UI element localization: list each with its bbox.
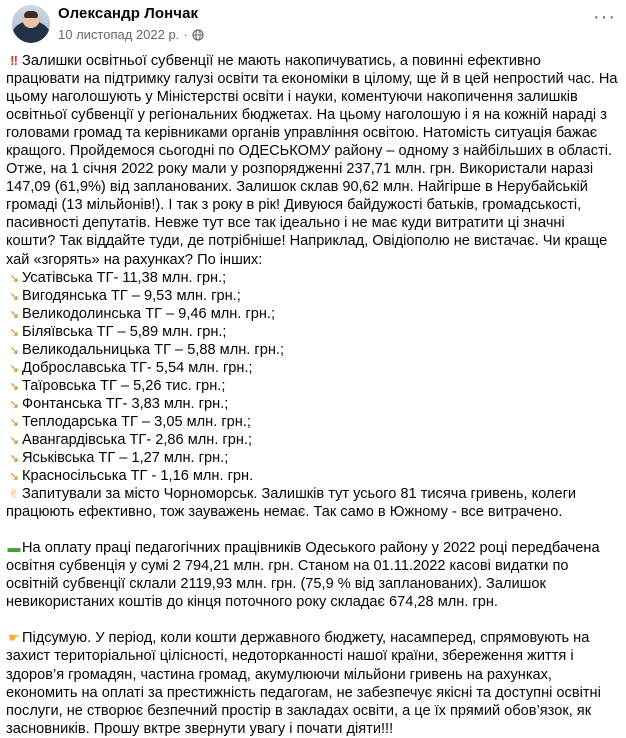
globe-icon[interactable] bbox=[192, 29, 204, 41]
chart-decreasing-icon: ↘ bbox=[8, 378, 20, 393]
chart-decreasing-icon: ↘ bbox=[8, 270, 20, 285]
community-item bbox=[6, 359, 618, 377]
post-date[interactable]: 10 листопад 2022 р. bbox=[58, 27, 180, 42]
community-item bbox=[6, 413, 618, 431]
community-text: Таїровська ТГ – 5,26 тис. грн.; bbox=[22, 377, 226, 394]
pointing-hand-icon: ☛ bbox=[8, 630, 20, 646]
community-list bbox=[6, 269, 618, 486]
salary-paragraph bbox=[6, 539, 618, 611]
community-text: Вигодянська ТГ – 9,53 млн. грн.; bbox=[22, 287, 241, 304]
chart-decreasing-icon: ↘ bbox=[8, 432, 20, 447]
chornomorsk-paragraph bbox=[6, 485, 618, 521]
chart-decreasing-icon: ↘ bbox=[8, 469, 20, 484]
community-text: Доброславська ТГ- 5,54 млн. грн.; bbox=[22, 359, 253, 376]
community-text: Усатівська ТГ- 11,38 млн. грн.; bbox=[22, 269, 227, 286]
community-item bbox=[6, 269, 618, 287]
community-item bbox=[6, 395, 618, 413]
post-header bbox=[5, 0, 626, 50]
chart-decreasing-icon: ↘ bbox=[8, 360, 20, 375]
community-text: Авангардівська ТГ- 2,86 млн. грн.; bbox=[22, 431, 253, 448]
community-item bbox=[6, 323, 618, 341]
chart-decreasing-icon: ↘ bbox=[8, 324, 20, 339]
community-item bbox=[6, 467, 618, 485]
community-text: Великодолинська ТГ – 9,46 млн. грн.; bbox=[22, 305, 276, 322]
chart-decreasing-icon: ↘ bbox=[8, 306, 20, 321]
community-text: Теплодарська ТГ – 3,05 млн. грн.; bbox=[22, 413, 251, 430]
community-item bbox=[6, 305, 618, 323]
chart-decreasing-icon: ↘ bbox=[8, 342, 20, 357]
chart-decreasing-icon: ↘ bbox=[8, 288, 20, 303]
post-body bbox=[6, 52, 618, 738]
community-item bbox=[6, 449, 618, 467]
post-meta bbox=[58, 27, 204, 42]
more-options-button[interactable]: ··· bbox=[593, 6, 616, 28]
community-text: Красносільська ТГ - 1,16 млн. грн. bbox=[22, 468, 254, 485]
summary-paragraph bbox=[6, 629, 618, 737]
intro-paragraph bbox=[6, 52, 618, 269]
community-text: Яськівська ТГ – 1,27 млн. грн.; bbox=[22, 450, 229, 467]
community-item bbox=[6, 377, 618, 395]
author-name[interactable]: Олександр Лончак bbox=[58, 5, 199, 22]
chart-decreasing-icon: ↘ bbox=[8, 396, 20, 411]
chart-decreasing-icon: ↘ bbox=[8, 451, 20, 466]
community-item bbox=[6, 287, 618, 305]
summary-text: Підсумую. У період, коли кошти державного бюджету, насамперед, спрямовують на захист територіальної цілісності, недоторканності нашої країни, збереження життя і здоров’я громадян, частина громад, акумулюючи мільйони гривень на рахунках, економить на оплаті за престижність педагогам, не забезпечує якісні та доступні освітні послуги, не створює безпечний простір в закладах освіти, а це їх прямий обов’язок, як засновників. Прошу вктре звернути увагу і почати діяти!!! bbox=[6, 630, 601, 737]
chornomorsk-text: Запитували за місто Чорноморськ. Залишків тут усього 81 тисяча гривень, колеги працюють ефективно, тож зауважень немає. Так само в Южному - все витрачено. bbox=[6, 486, 577, 521]
community-text: Фонтанська ТГ- 3,83 млн. грн.; bbox=[22, 395, 229, 412]
salary-text: На оплату праці педагогічних працівників Одеського району у 2022 році передбачена освітня субвенція у сумі 2 794,21 млн. грн. Станом на 01.11.2022 касові видатки по освітній субвенції склали 2119,93 млн. грн. (75,9 % від запланованих). Залишок невикористаних коштів до кінця поточного року складає 674,28 млн. грн. bbox=[6, 540, 600, 611]
meta-separator: · bbox=[183, 27, 188, 42]
victory-hand-icon: ✌ bbox=[8, 486, 20, 502]
author-avatar[interactable] bbox=[12, 5, 50, 43]
community-item bbox=[6, 341, 618, 359]
banknote-icon: ▬ bbox=[7, 540, 21, 556]
community-text: Великодальницька ТГ – 5,88 млн. грн.; bbox=[22, 341, 285, 358]
intro-text: Залишки освітньої субвенції не мають накопичуватись, а повинні ефективно працювати на підтримку галузі освіти та економіки в цілому, ще й в цей непростий час. На цьому наголошують у Міністерстві освіти і науки, коментуючи накопичення залишків освітньої субвенції у регіональних бюджетах. На цьому наголошую і я на кожній нараді з головами громад та керівниками органів управління освітою. Натомість ситуація бажає кращого. Пройдемося сьогодні по ОДЕСЬКОМУ району – одному з найбільших в області. Отже, на 1 січня 2022 року мали у розпорядженні 237,71 млн. грн. Використали наразі 147,09 (61,9%) від запланованих. Залишок склав 90,62 млн. Найгірше в Нерубайській громаді (13 мільйонів!). І так з року в рік! Дивуюся байдужості батьків, громадськості, пасивності депутатів. Невже тут все так ідеально і не має куди витратити ці значні кошти? Так віддайте туди, де потрібніше! Наприклад, Овідіополю не вистачає. Чи краще хай «згорять» на рахунках? По інших: bbox=[6, 53, 618, 268]
chart-decreasing-icon: ↘ bbox=[8, 414, 20, 429]
double-exclamation-icon: ‼ bbox=[10, 53, 18, 68]
community-text: Біляївська ТГ – 5,89 млн. грн.; bbox=[22, 323, 227, 340]
community-item bbox=[6, 431, 618, 449]
